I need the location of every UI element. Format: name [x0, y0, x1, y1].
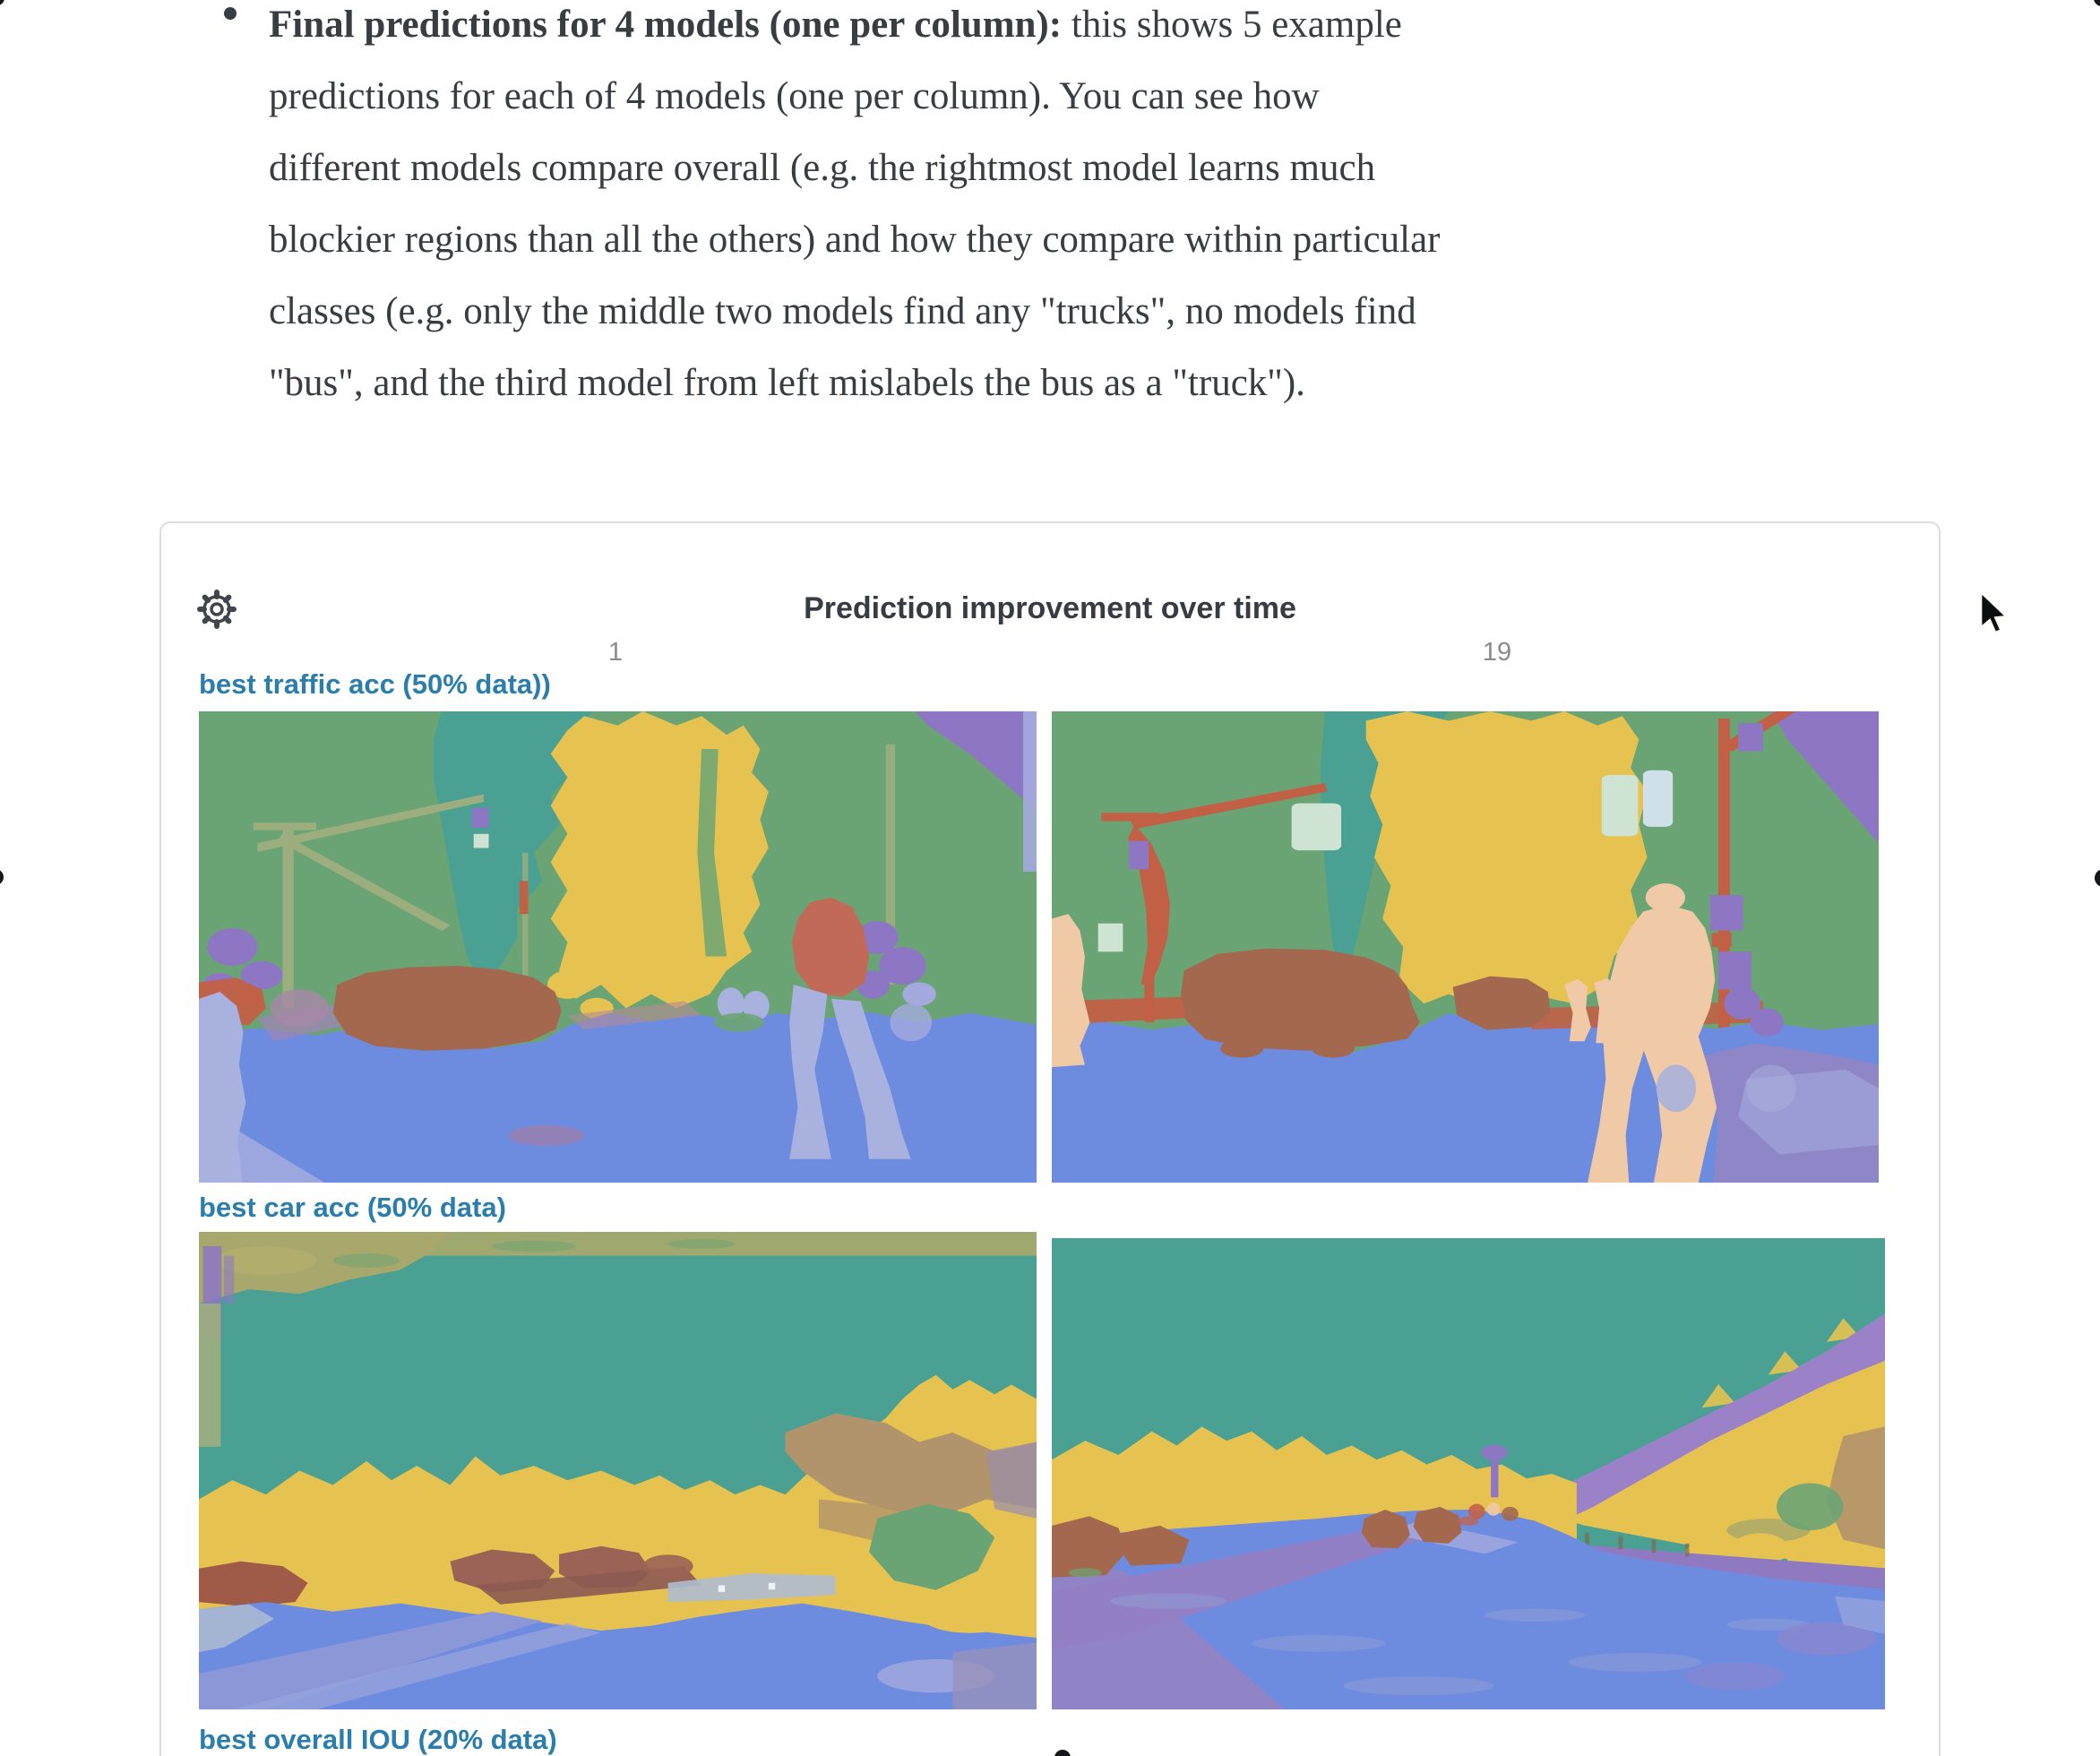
- sign-pole: [1491, 1459, 1498, 1497]
- list-bullet: [224, 7, 237, 20]
- wandb-media-panel: [159, 521, 1941, 1756]
- paragraph-line1-rest: this shows 5 example: [1062, 4, 1402, 46]
- segmentation-image-row2-col1[interactable]: [199, 1232, 1037, 1709]
- traffic-signal: [1292, 804, 1341, 851]
- region-person: [199, 992, 245, 1183]
- panel-title: Prediction improvement over time: [804, 591, 1296, 625]
- paragraph-line: "bus", and the third model from left mislabels the bus as a "truck").: [269, 362, 1305, 404]
- selection-handle-top-left[interactable]: [0, 0, 4, 5]
- region-car: [333, 966, 562, 1051]
- selection-handle-middle-left[interactable]: [0, 869, 4, 885]
- segmentation-image-row2-col2[interactable]: [1052, 1238, 1885, 1709]
- run-link-best-car-acc[interactable]: best car acc (50% data): [199, 1192, 506, 1223]
- run-link-best-overall-iou[interactable]: best overall IOU (20% data): [199, 1724, 557, 1755]
- selection-handle-top-right[interactable]: [2094, 0, 2100, 6]
- run-link-best-traffic-acc[interactable]: best traffic acc (50% data)): [199, 668, 551, 700]
- traffic-signal: [1602, 775, 1639, 836]
- paragraph-line: classes (e.g. only the middle two models find any "trucks", no models find: [269, 290, 1416, 332]
- paragraph-line: different models compare overall (e.g. the rightmost model learns much: [269, 147, 1376, 189]
- step-label-left: 1: [607, 638, 624, 667]
- region-tree: [1366, 711, 1648, 1008]
- paragraph-line: [269, 0, 1441, 61]
- paragraph-line: blockier regions than all the others) and how they compare within particular: [269, 219, 1441, 261]
- mouse-cursor-icon: [1976, 591, 2012, 638]
- segmentation-image-row1-col2[interactable]: [1052, 711, 1879, 1183]
- document-paragraph: [269, 0, 1441, 419]
- paragraph-line: predictions for each of 4 models (one per column). You can see how: [269, 75, 1320, 117]
- paragraph-bold-lead: Final predictions for 4 models (one per column):: [269, 4, 1063, 46]
- traffic-signal: [472, 808, 489, 828]
- step-label-right: 19: [1482, 638, 1512, 667]
- selection-handle-middle-right[interactable]: [2095, 869, 2100, 887]
- segmentation-image-row1-col1[interactable]: [199, 711, 1037, 1183]
